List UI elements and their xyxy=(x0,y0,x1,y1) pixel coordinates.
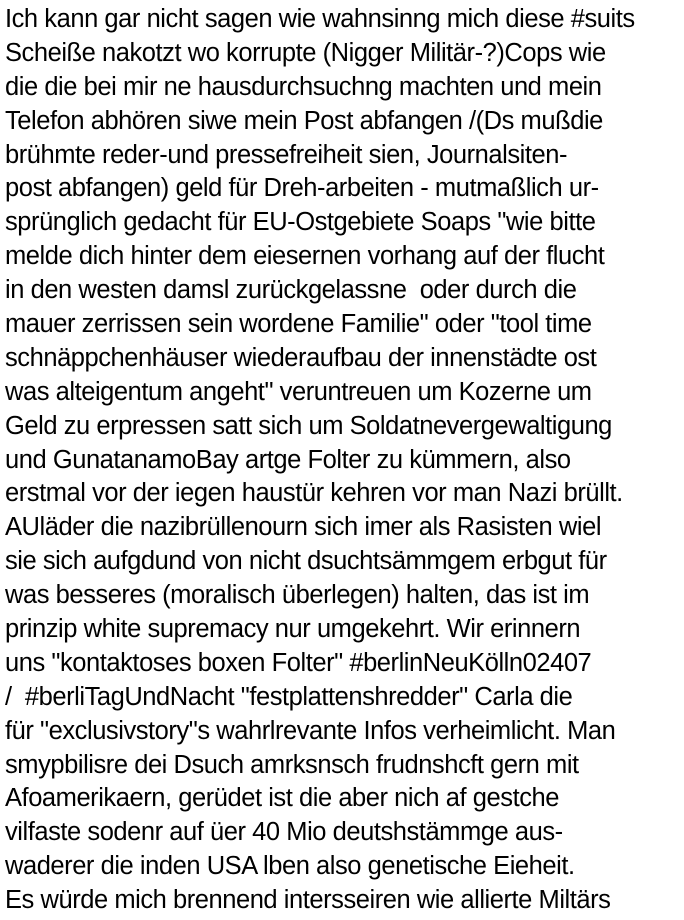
text-line: / #berliTagUndNacht "festplattenshredder" Carla die xyxy=(5,682,573,711)
text-line: was besseres (moralisch überlegen) halten, das ist im xyxy=(5,581,590,610)
text-line: Scheiße nakotzt wo korrupte (Nigger Militär-?)Cops wie xyxy=(5,38,606,67)
text-line: smypbilisre dei Dsuch amrksnsch frudnshcft gern mit xyxy=(5,750,579,779)
text-line: melde dich hinter dem eiesernen vorhang auf der flucht xyxy=(5,242,605,271)
text-line: für "exclusivstory"s wahrlrevante Infos verheimlicht. Man xyxy=(5,716,616,745)
text-line: Afoamerikaern, gerüdet ist die aber nich af gestche xyxy=(5,784,559,813)
text-line: sprünglich gedacht für EU-Ostgebiete Soaps "wie bitte xyxy=(5,208,596,237)
text-line: AUläder die nazibrüllenourn sich imer als Rasisten wiel xyxy=(5,513,602,542)
text-line: mauer zerrissen sein wordene Familie" oder "tool time xyxy=(5,310,592,339)
text-line: Geld zu erpressen satt sich um Soldatnevergewaltigung xyxy=(5,411,612,440)
text-line: schnäppchenhäuser wiederaufbau der innenstädte ost xyxy=(5,343,597,372)
text-line: Ich kann gar nicht sagen wie wahnsinng mich diese #suits xyxy=(5,5,635,33)
text-line: die die bei mir ne hausdurchsuchng machten und mein xyxy=(5,72,602,101)
text-line: und GunatanamoBay artge Folter zu kümmern, also xyxy=(5,445,571,474)
text-line: waderer die inden USA lben also genetische Eieheit. xyxy=(5,852,575,881)
text-line: brühmte reder-und pressefreiheit sien, Journalsiten- xyxy=(5,140,567,169)
text-line: Telefon abhören siwe mein Post abfangen /(Ds mußdie xyxy=(5,106,603,135)
text-line: prinzip white supremacy nur umgekehrt. Wir erinnern xyxy=(5,615,581,644)
text-line: uns "kontaktoses boxen Folter" #berlinNeuKölln02407 xyxy=(5,648,592,677)
document-text xyxy=(5,3,682,918)
text-line: erstmal vor der iegen haustür kehren vor man Nazi brüllt. xyxy=(5,479,623,508)
text-line: was alteigentum angeht" veruntreuen um Kozerne um xyxy=(5,377,592,406)
text-line: in den westen damsl zurückgelassne oder durch die xyxy=(5,276,577,305)
text-line: post abfangen) geld für Dreh-arbeiten - mutmaßlich ur- xyxy=(5,174,599,203)
text-line: Es würde mich brennend intersseiren wie allierte Miltärs xyxy=(5,886,611,915)
text-line: vilfaste sodenr auf üer 40 Mio deutshstämmge aus- xyxy=(5,818,563,847)
text-line: sie sich aufgdund von nicht dsuchtsämmgem erbgut für xyxy=(5,547,607,576)
